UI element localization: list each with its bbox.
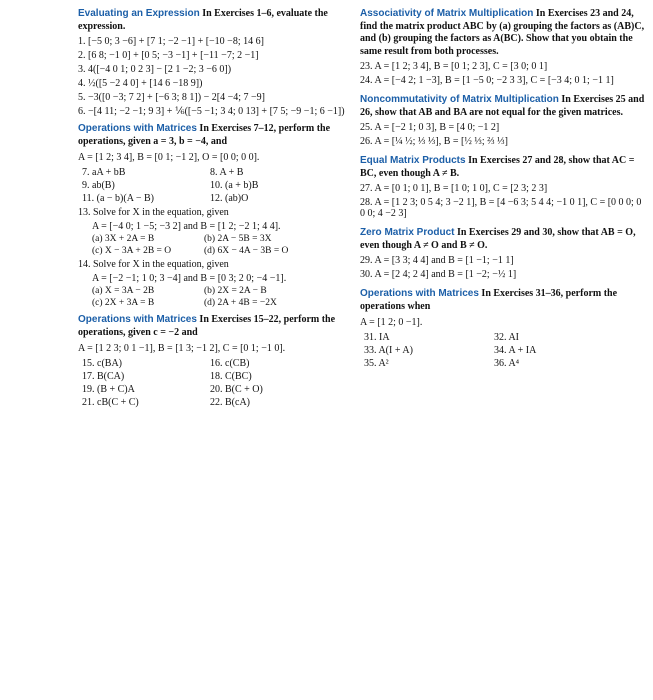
exercise-16: 16. c(CB) (210, 358, 250, 369)
matrix-definitions: A = [1 2 3; 0 1 −1], B = [1 3; −1 2], C = [0 1; −1 0]. (78, 343, 286, 354)
section-intro: In Exercises 31–36, perform the operations when (360, 288, 618, 312)
section-operations-7-12 (78, 123, 350, 148)
section-equal-products (360, 155, 646, 180)
section-intro: In Exercises 1–6, evaluate the expression. (78, 8, 328, 32)
section-title: Associativity of Matrix Multiplication (360, 8, 534, 19)
exercise-29: 29. A = [3 3; 4 4] and B = [1 −1; −1 1] (360, 255, 514, 266)
exercise-14b: (b) 2X = 2A − B (204, 286, 267, 296)
exercise-14: 14. Solve for X in the equation, given (78, 259, 229, 270)
section-zero-product (360, 227, 646, 252)
section-intro: In Exercises 29 and 30, show that AB = O, even though A ≠ O and B ≠ O. (360, 227, 636, 251)
section-associativity (360, 8, 646, 58)
exercise-14c: (c) 2X + 3A = B (92, 298, 155, 308)
exercise-33: 33. A(I + A) (364, 345, 413, 356)
section-operations-15-22 (78, 314, 350, 339)
exercise-13a: (a) 3X + 2A = B (92, 234, 155, 244)
exercise-12: 12. (ab)O (210, 193, 249, 204)
section-intro: In Exercises 7–12, perform the operations, given a = 3, b = −4, and (78, 123, 331, 147)
exercise-6: 6. −[4 11; −2 −1; 9 3] + ⅙([−5 −1; 3 4; 0 13] + [7 5; −9 −1; 6 −1]) (78, 106, 345, 117)
right-column (360, 6, 646, 372)
section-title: Operations with Matrices (78, 314, 197, 325)
exercise-36: 36. A⁴ (494, 358, 520, 369)
section-evaluating-expression (78, 8, 350, 33)
section-intro: In Exercises 25 and 26, show that AB and BA are not equal for the given matrices. (360, 94, 645, 118)
exercise-34: 34. A + IA (494, 345, 537, 356)
section-noncommutativity (360, 94, 646, 119)
exercise-22: 22. B(cA) (210, 397, 250, 408)
exercise-13: 13. Solve for X in the equation, given (78, 207, 229, 218)
exercise-18: 18. C(BC) (210, 371, 252, 382)
exercise-25: 25. A = [−2 1; 0 3], B = [4 0; −1 2] (360, 122, 500, 133)
matrix-definitions: A = [1 2; 3 4], B = [0 1; −1 2], O = [0 0; 0 0]. (78, 152, 260, 163)
section-title: Noncommutativity of Matrix Multiplication (360, 94, 559, 105)
section-title: Equal Matrix Products (360, 155, 466, 166)
exercise-9: 9. ab(B) (82, 180, 115, 191)
exercise-3: 3. 4([−4 0 1; 0 2 3] − [2 1 −2; 3 −6 0]) (78, 64, 232, 75)
section-title: Zero Matrix Product (360, 227, 455, 238)
exercise-7: 7. aA + bB (82, 167, 126, 178)
exercise-4: 4. ½([5 −2 4 0] + [14 6 −18 9]) (78, 78, 203, 89)
exercise-17: 17. B(CA) (82, 371, 125, 382)
matrix-definitions: A = [1 2; 0 −1]. (360, 317, 423, 328)
exercise-28: 28. A = [1 2 3; 0 5 4; 3 −2 1], B = [4 −6 3; 5 4 4; −1 0 1], C = [0 0 0; 0 0 0; 4 −2 3] (360, 197, 642, 219)
exercise-14-matrices: A = [−2 −1; 1 0; 3 −4] and B = [0 3; 2 0; −4 −1]. (92, 273, 287, 284)
section-title: Evaluating an Expression (78, 8, 200, 19)
exercise-20: 20. B(C + O) (210, 384, 263, 395)
exercise-26: 26. A = [¼ ½; ⅓ ⅓], B = [½ ⅓; ⅔ ⅓] (360, 136, 508, 147)
exercises-7-12 (82, 167, 350, 204)
exercise-14-parts (92, 286, 350, 308)
exercise-32: 32. AI (494, 332, 519, 343)
exercise-14d: (d) 2A + 4B = −2X (204, 298, 277, 308)
exercise-8: 8. A + B (210, 167, 244, 178)
section-intro: In Exercises 27 and 28, show that AC = BC, even though A ≠ B. (360, 155, 635, 179)
section-title: Operations with Matrices (360, 288, 479, 299)
exercise-5: 5. −3([0 −3; 7 2] + [−6 3; 8 1]) − 2[4 −4; 7 −9] (78, 92, 265, 103)
left-column (78, 6, 350, 411)
exercise-24: 24. A = [−4 2; 1 −3], B = [1 −5 0; −2 3 3], C = [−3 4; 0 1; −1 1] (360, 75, 614, 86)
exercise-13d: (d) 6X − 4A − 3B = O (204, 246, 289, 256)
exercise-23: 23. A = [1 2; 3 4], B = [0 1; 2 3], C = [3 0; 0 1] (360, 61, 548, 72)
exercise-27: 27. A = [0 1; 0 1], B = [1 0; 1 0], C = [2 3; 2 3] (360, 183, 548, 194)
exercise-35: 35. A² (364, 358, 389, 369)
exercises-15-22 (82, 358, 350, 408)
exercise-13c: (c) X − 3A + 2B = O (92, 246, 172, 256)
exercise-11: 11. (a − b)(A − B) (82, 193, 155, 204)
section-operations-31-36 (360, 288, 646, 313)
exercise-15: 15. c(BA) (82, 358, 122, 369)
exercise-13-parts (92, 234, 350, 256)
section-intro: In Exercises 15–22, perform the operations, given c = −2 and (78, 314, 336, 338)
exercise-13-matrices: A = [−4 0; 1 −5; −3 2] and B = [1 2; −2 1; 4 4]. (92, 221, 281, 232)
exercises-31-36 (364, 332, 646, 369)
exercise-14a: (a) X = 3A − 2B (92, 286, 155, 296)
exercise-10: 10. (a + b)B (210, 180, 259, 191)
exercise-30: 30. A = [2 4; 2 4] and B = [1 −2; −½ 1] (360, 269, 517, 280)
exercise-19: 19. (B + C)A (82, 384, 135, 395)
section-intro: In Exercises 23 and 24, find the matrix product ABC by (a) grouping the factors as (AB)C, and (b) grouping the factors as A(BC). Show that you obtain the same result from both processes. (360, 8, 645, 57)
exercise-1: 1. [−5 0; 3 −6] + [7 1; −2 −1] + [−10 −8; 14 6] (78, 36, 264, 47)
exercise-13b: (b) 2A − 5B = 3X (204, 234, 272, 244)
exercise-31: 31. IA (364, 332, 390, 343)
exercise-2: 2. [6 8; −1 0] + [0 5; −3 −1] + [−11 −7; 2 −1] (78, 50, 259, 61)
section-title: Operations with Matrices (78, 123, 197, 134)
exercise-21: 21. cB(C + C) (82, 397, 139, 408)
